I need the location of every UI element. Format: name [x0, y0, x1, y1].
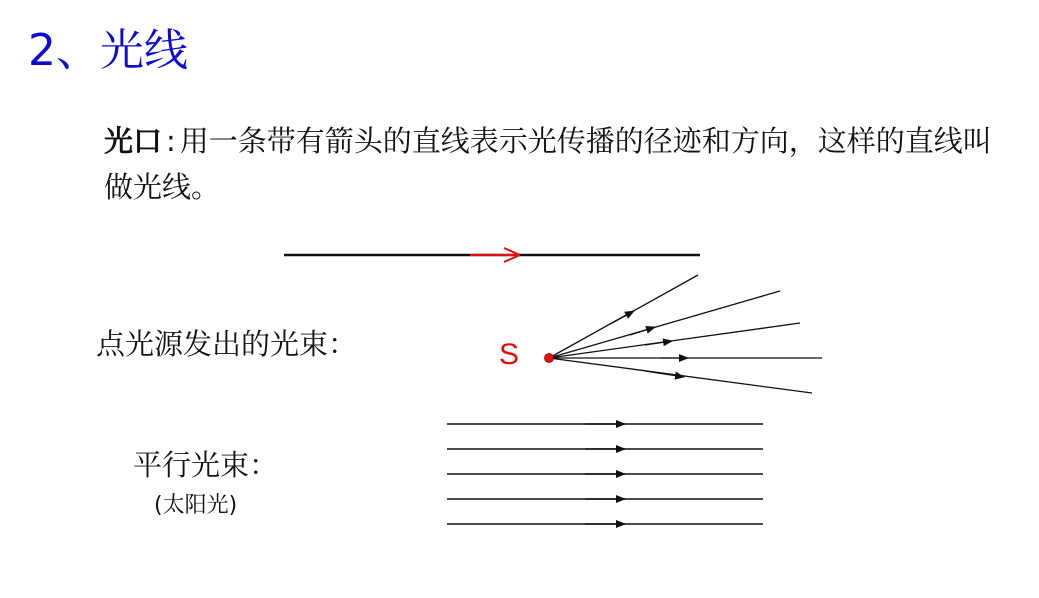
parallel-beam — [447, 424, 763, 524]
point-ray-2 — [549, 291, 780, 358]
point-ray-5-arrow-icon — [645, 371, 684, 377]
definition-term: 光口 — [104, 124, 163, 158]
source-label: S — [499, 338, 520, 371]
definition-text: 用一条带有箭头的直线表示光传播的径迹和方向，这样的直线叫做光线。 — [104, 124, 992, 204]
slide-title: 2、光线 — [28, 25, 188, 76]
point-ray-5 — [549, 358, 812, 393]
point-ray-1-arrow-icon — [612, 311, 634, 323]
single-light-ray — [284, 248, 700, 262]
parallel-beam-label: 平行光束： — [133, 448, 279, 482]
point-ray-3 — [549, 323, 800, 358]
definition-colon: : — [166, 124, 176, 158]
point-source-beam — [545, 275, 823, 393]
point-ray-2-arrow-icon — [630, 327, 655, 335]
point-source-dot-icon — [545, 354, 554, 363]
point-ray-3-arrow-icon — [645, 341, 672, 345]
point-source-beam-label: 点光源发出的光束： — [96, 327, 358, 361]
red-arrow-icon — [470, 248, 520, 262]
sunlight-note: (太阳光) — [154, 493, 238, 518]
